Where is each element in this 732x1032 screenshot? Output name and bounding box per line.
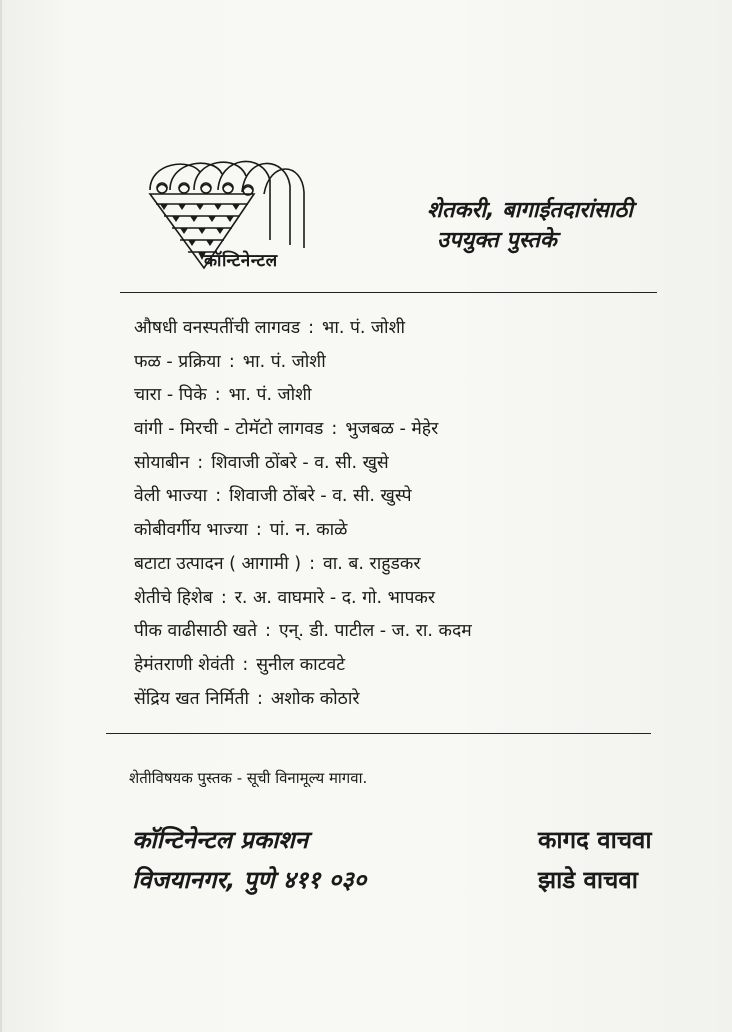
- title-author-separator: :: [197, 452, 204, 473]
- title-author-separator: :: [331, 419, 338, 440]
- publisher-logo: [142, 150, 317, 280]
- tagline-line-2: उपयुक्त पुस्तके: [437, 228, 557, 253]
- title-author-separator: :: [214, 385, 221, 406]
- book-title: सेंद्रिय खत निर्मिती: [134, 688, 249, 709]
- tagline: [427, 196, 633, 256]
- title-author-separator: :: [265, 621, 271, 642]
- book-author: भा. पं. जोशी: [322, 318, 406, 338]
- publisher-address: विजयानगर, पुणे ४११ ०३०: [132, 866, 367, 894]
- book-author: शिवाजी ठोंबरे - व. सी. खुसे: [211, 452, 389, 473]
- book-author: भा. पं. जोशी: [228, 385, 312, 406]
- book-author: वा. ब. राहुडकर: [323, 553, 421, 574]
- book-author: भा. पं. जोशी: [242, 351, 326, 372]
- book-list-item: [134, 650, 472, 684]
- slogan-line-2: झाडे वाचवा: [538, 866, 638, 894]
- title-author-separator: :: [228, 351, 235, 372]
- book-title: चारा - पिके: [134, 385, 207, 406]
- title-author-separator: :: [256, 688, 263, 709]
- book-title: वेली भाज्या: [134, 486, 208, 507]
- book-title: हेमंतराणी शेवंती: [134, 654, 235, 675]
- publisher-name: कॉन्टिनेन्टल प्रकाशन: [132, 826, 309, 854]
- book-title: शेतीचे हिशेब: [134, 587, 213, 608]
- book-author: शिवाजी ठोंबरे - व. सी. खुस्पे: [229, 486, 412, 507]
- book-title: औषधी वनस्पतींची लागवड: [134, 318, 301, 338]
- book-author: सुनील काटवटे: [256, 654, 346, 675]
- book-title: वांगी - मिरची - टोमॅटो लागवड: [134, 419, 324, 440]
- book-list-item: [134, 448, 472, 482]
- book-list-item: [134, 616, 472, 650]
- tagline-line-1: शेतकरी, बागाईतदारांसाठी: [427, 198, 633, 223]
- book-list-item: [134, 313, 472, 347]
- book-author: एन्. डी. पाटील - ज. रा. कदम: [278, 621, 472, 642]
- book-title: बटाटा उत्पादन ( आगामी ): [134, 553, 302, 574]
- title-author-separator: :: [220, 587, 227, 608]
- book-author: अशोक कोठारे: [270, 688, 360, 709]
- book-list-item: [134, 583, 472, 617]
- slogan-block: [538, 820, 652, 900]
- book-author: र. अ. वाघमारे - द. गो. भापकर: [234, 587, 435, 608]
- title-author-separator: :: [309, 553, 316, 574]
- title-author-separator: :: [255, 520, 262, 541]
- book-list-item: [134, 549, 472, 583]
- book-author: पां. न. काळे: [269, 520, 348, 541]
- title-author-separator: :: [308, 318, 315, 338]
- book-list-item: [134, 515, 472, 549]
- publisher-block: [132, 820, 366, 900]
- logo-wordmark: कॉन्टिनेन्टल: [204, 251, 278, 271]
- book-title: कोबीवर्गीय भाज्या: [134, 520, 248, 541]
- book-title: सोयाबीन: [134, 452, 190, 473]
- book-list-item: [134, 481, 472, 515]
- book-title: पीक वाढीसाठी खते: [134, 621, 258, 642]
- book-list: [134, 313, 472, 717]
- catalog-request-note: शेतीविषयक पुस्तक - सूची विनामूल्य मागवा.: [129, 769, 368, 787]
- top-divider: [120, 292, 657, 293]
- book-list-item: [134, 347, 472, 381]
- book-list-item: [134, 380, 472, 414]
- bottom-divider: [106, 733, 651, 734]
- book-author: भुजबळ - मेहेर: [345, 419, 439, 440]
- title-author-separator: :: [215, 486, 222, 507]
- title-author-separator: :: [242, 654, 249, 675]
- book-title: फळ - प्रक्रिया: [134, 351, 221, 372]
- slogan-line-1: कागद वाचवा: [538, 826, 652, 854]
- book-list-item: [134, 414, 472, 448]
- book-list-item: [134, 684, 472, 718]
